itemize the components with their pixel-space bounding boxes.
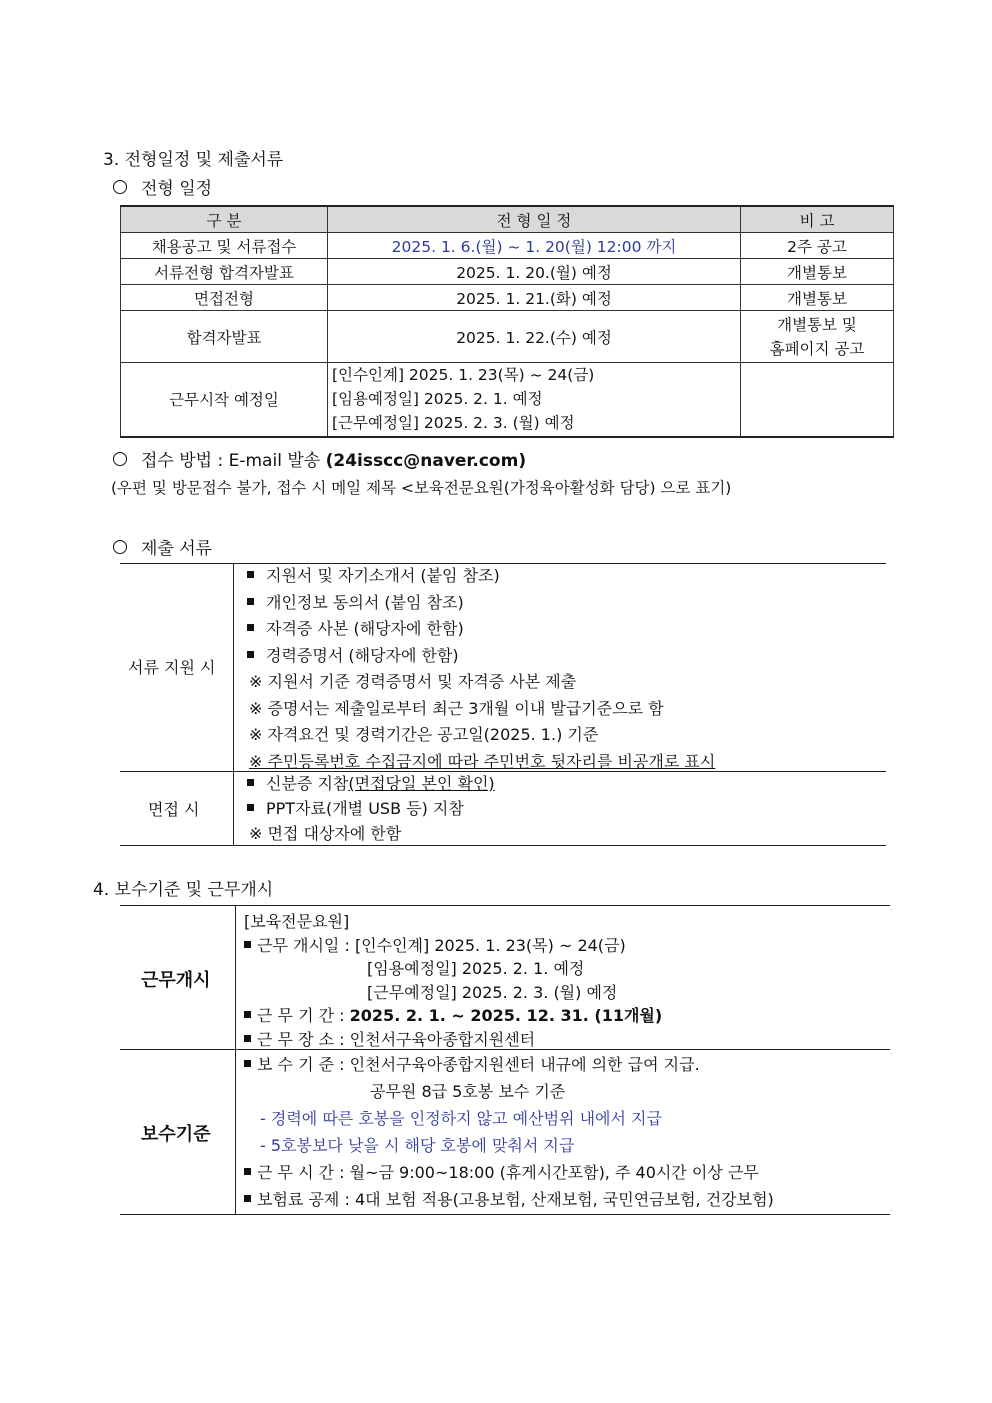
row-category: 채용공고 및 서류접수 bbox=[121, 233, 328, 259]
row-schedule bbox=[328, 363, 741, 437]
start-details bbox=[244, 909, 662, 1050]
pay-label: 보수기준 bbox=[141, 1124, 211, 1145]
table-row bbox=[121, 363, 894, 437]
square-bullet-icon bbox=[247, 571, 254, 578]
insurance-value: 4대 보험 적용(고용보험, 산재보험, 국민연금보험, 건강보험) bbox=[354, 1190, 774, 1209]
start-date-label: 근무 개시일 : bbox=[257, 935, 350, 955]
row-schedule: 2025. 1. 21.(화) 예정 bbox=[328, 285, 741, 311]
schedule-line: [임용예정일] 2025. 2. 1. 예정 bbox=[332, 390, 543, 409]
square-bullet-icon bbox=[244, 1035, 251, 1042]
docs-bottom-border bbox=[120, 845, 886, 846]
docs-col-divider bbox=[233, 563, 234, 845]
square-bullet-icon bbox=[247, 779, 254, 786]
document-list bbox=[243, 563, 715, 775]
section4-title: 4. 보수기준 및 근무개시 bbox=[93, 880, 274, 900]
pay-criteria-label: 보 수 기 준 : bbox=[257, 1055, 345, 1074]
circle-bullet-icon bbox=[113, 180, 127, 194]
pay-note: - 경력에 따른 호봉을 인정하지 않고 예산범위 내에서 지급 bbox=[260, 1109, 662, 1128]
table-row bbox=[121, 259, 894, 285]
square-bullet-icon bbox=[247, 598, 254, 605]
row-note: 2주 공고 bbox=[741, 233, 894, 259]
header-note: 비 고 bbox=[741, 206, 894, 233]
start-group: [보육전문요원] bbox=[244, 912, 350, 931]
note-item: ※ 지원서 기준 경력증명서 및 자격증 사본 제출 bbox=[249, 672, 577, 691]
schedule-table bbox=[120, 205, 894, 438]
item-text: 자격증 사본 (해당자에 한함) bbox=[266, 619, 464, 638]
pay-bottom-border bbox=[120, 1214, 890, 1215]
note-line: 홈페이지 공고 bbox=[769, 339, 865, 358]
square-bullet-icon bbox=[247, 624, 254, 631]
row-schedule: 2025. 1. 20.(월) 예정 bbox=[328, 259, 741, 285]
receipt-label: 접수 방법 : E-mail 발송 bbox=[141, 451, 321, 471]
row-note: 개별통보 bbox=[741, 285, 894, 311]
item-text: PPT자료(개별 USB 등) 지참 bbox=[266, 799, 464, 818]
item-text: 개인정보 동의서 (붙임 참조) bbox=[266, 592, 464, 612]
note-item: ※ 자격요건 및 경력기간은 공고일(2025. 1.) 기준 bbox=[249, 725, 599, 744]
square-bullet-icon bbox=[244, 1168, 251, 1175]
circle-bullet-icon bbox=[113, 540, 127, 554]
pay-criteria-value: 공무원 8급 5호봉 보수 기준 bbox=[370, 1082, 566, 1101]
table-row bbox=[121, 233, 894, 259]
start-label: 근무개시 bbox=[141, 970, 211, 991]
row-schedule: 2025. 1. 6.(월) ~ 1. 20(월) 12:00 까지 bbox=[328, 233, 741, 259]
receipt-email: (24isscc@naver.com) bbox=[325, 451, 527, 471]
row-schedule: 2025. 1. 22.(수) 예정 bbox=[328, 311, 741, 363]
insurance-label: 보험료 공제 : bbox=[257, 1190, 350, 1209]
section3-title: 3. 전형일정 및 제출서류 bbox=[103, 150, 284, 170]
item-text-underlined: (면접당일 본인 확인) bbox=[348, 774, 495, 793]
square-bullet-icon bbox=[247, 651, 254, 658]
list-item bbox=[244, 1027, 662, 1051]
item-text: 신분증 지참 bbox=[266, 774, 349, 793]
list-item bbox=[243, 796, 495, 821]
docs-heading bbox=[113, 534, 212, 559]
list-item bbox=[243, 616, 715, 643]
note-item: ※ 증명서는 제출일로부터 최근 3개월 이내 발급기준으로 함 bbox=[249, 698, 664, 718]
header-category: 구 분 bbox=[121, 206, 328, 233]
row-note bbox=[741, 311, 894, 363]
list-item bbox=[244, 1187, 774, 1214]
square-bullet-icon bbox=[244, 1011, 251, 1018]
schedule-line: [근무예정일] 2025. 2. 3. (월) 예정 bbox=[332, 414, 575, 433]
circle-bullet-icon bbox=[113, 452, 127, 466]
interview-label: 면접 시 bbox=[148, 800, 200, 819]
row-note bbox=[741, 363, 894, 437]
row-category: 면접전형 bbox=[121, 285, 328, 311]
list-item bbox=[244, 1003, 662, 1027]
start-date-value: [인수인계] 2025. 1. 23(목) ~ 24(금) bbox=[354, 935, 626, 955]
schedule-heading bbox=[113, 174, 212, 199]
table-row bbox=[121, 285, 894, 311]
header-schedule: 전 형 일 정 bbox=[328, 206, 741, 233]
start-date-value: [임용예정일] 2025. 2. 1. 예정 bbox=[367, 959, 585, 978]
schedule-line: [인수인계] 2025. 1. 23(목) ~ 24(금) bbox=[332, 366, 595, 385]
document-label: 서류 지원 시 bbox=[128, 658, 216, 677]
table-row bbox=[121, 311, 894, 363]
square-bullet-icon bbox=[247, 804, 254, 811]
receipt-note: (우편 및 방문접수 불가, 접수 시 메일 제목 <보육전문요원(가정육아활성화 담당) 으로 표기) bbox=[111, 479, 732, 497]
list-item bbox=[243, 590, 715, 617]
hours-value: 월~금 9:00~18:00 (휴게시간포함), 주 40시간 이상 근무 bbox=[349, 1163, 759, 1182]
list-item bbox=[244, 1160, 774, 1187]
row-note: 개별통보 bbox=[741, 259, 894, 285]
pay-criteria-value: 인천서구육아종합지원센터 내규에 의한 급여 지급. bbox=[349, 1055, 700, 1074]
pay-note: - 5호봉보다 낮을 시 해당 호봉에 맞춰서 지급 bbox=[260, 1136, 575, 1155]
place-value: 인천서구육아종합지원센터 bbox=[349, 1029, 536, 1049]
schedule-heading-text: 전형 일정 bbox=[141, 179, 213, 199]
list-item bbox=[244, 1052, 774, 1079]
square-bullet-icon bbox=[244, 1195, 251, 1202]
interview-list bbox=[243, 771, 495, 846]
period-value: 2025. 2. 1. ~ 2025. 12. 31. (11개월) bbox=[349, 1006, 663, 1025]
hours-label: 근 무 시 간 : bbox=[257, 1163, 345, 1182]
pay-details bbox=[244, 1052, 774, 1214]
item-text: 경력증명서 (해당자에 한함) bbox=[266, 645, 459, 665]
row-category: 합격자발표 bbox=[121, 311, 328, 363]
list-item bbox=[243, 563, 715, 590]
docs-heading-text: 제출 서류 bbox=[141, 539, 213, 559]
square-bullet-icon bbox=[244, 941, 251, 948]
note-item: ※ 주민등록번호 수집금지에 따라 주민번호 뒷자리를 비공개로 표시 bbox=[249, 751, 716, 771]
item-text: 지원서 및 자기소개서 (붙임 참조) bbox=[266, 566, 500, 585]
list-item bbox=[243, 643, 715, 670]
row-category: 근무시작 예정일 bbox=[121, 363, 328, 437]
note-line: 개별통보 및 bbox=[777, 315, 857, 334]
square-bullet-icon bbox=[244, 1060, 251, 1067]
start-date-value: [근무예정일] 2025. 2. 3. (월) 예정 bbox=[367, 982, 618, 1002]
receipt-method bbox=[113, 446, 526, 471]
row-category: 서류전형 합격자발표 bbox=[121, 259, 328, 285]
pay-col-divider bbox=[235, 905, 236, 1214]
list-item bbox=[243, 771, 495, 796]
period-label: 근 무 기 간 : bbox=[257, 1006, 345, 1025]
list-item bbox=[244, 933, 662, 957]
note-item: ※ 면접 대상자에 한함 bbox=[249, 824, 402, 843]
place-label: 근 무 장 소 : bbox=[257, 1029, 345, 1049]
